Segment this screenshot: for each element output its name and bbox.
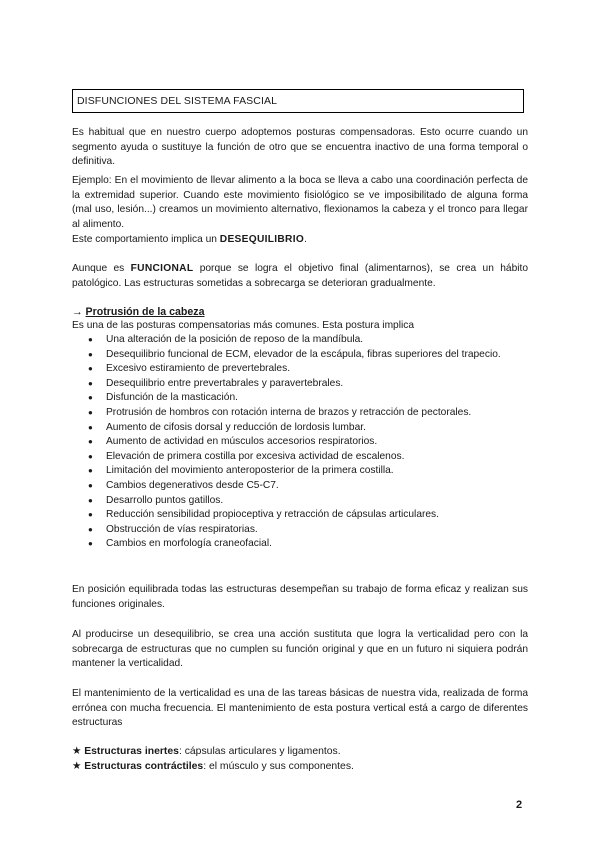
- list-item: ● Reducción sensibilidad propioceptiva y retracción de cápsulas articulares.: [72, 508, 528, 523]
- structure-label: Estructuras inertes: [84, 746, 179, 757]
- structure-label: Estructuras contráctiles: [84, 761, 204, 772]
- list-item: ● Obstrucción de vías respiratorias.: [72, 523, 528, 538]
- list-item: ● Elevación de primera costilla por excesiva actividad de escalenos.: [72, 450, 528, 465]
- section-title: DISFUNCIONES DEL SISTEMA FASCIAL: [77, 95, 278, 107]
- section-intro: Es una de las posturas compensatorias más comunes. Esta postura implica: [72, 320, 415, 331]
- functional-prefix: Aunque es: [72, 263, 131, 274]
- intro-paragraph: Es habitual que en nuestro cuerpo adoptemos posturas compensadoras. Esto ocurre cuando un segmento ayuda o sustituye la función de otro que se encuentra inactivo de una forma temporal o definitiva.: [72, 127, 528, 168]
- list-item: ● Una alteración de la posición de reposo de la mandíbula.: [72, 333, 528, 348]
- section-heading: [72, 305, 204, 319]
- balanced-paragraph: En posición equilibrada todas las estructuras desempeñan su trabajo de forma eficaz y realizan sus funciones originales.: [72, 584, 528, 610]
- list-item: ● Limitación del movimiento anteroposterior de la primera costilla.: [72, 464, 528, 479]
- functional-paragraph: [72, 262, 528, 291]
- list-item: ● Desequilibrio entre prevertabrales y paravertebrales.: [72, 377, 528, 392]
- list-item: ● Protrusión de hombros con rotación interna de brazos y retracción de pectorales.: [72, 406, 528, 421]
- behavior-suffix: .: [304, 234, 307, 245]
- imbalance-paragraph: Al producirse un desequilibrio, se crea una acción sustituta que logra la verticalidad pero con la sobrecarga de estructuras que no cumplen su función original y que en un futuro ni siquiera podrán mantener la verticalidad.: [72, 629, 528, 670]
- structure-item-contractiles: [72, 760, 354, 774]
- structure-item-inertes: [72, 745, 341, 759]
- behavior-bold: DESEQUILIBRIO: [219, 234, 305, 245]
- arrow-icon: →: [72, 306, 83, 318]
- functional-suffix: porque se logra el objetivo final (alimentarnos), se crea un hábito patológico. Las estructuras sometidas a sobrecarga se deterioran gradualmente.: [72, 263, 529, 289]
- list-item: ● Desequilibrio funcional de ECM, elevador de la escápula, fibras superiores del trapecio.: [72, 348, 528, 363]
- example-paragraph: Ejemplo: En el movimiento de llevar alimento a la boca se lleva a cabo una coordinación perfecta de la extremidad superior. Cuando este movimiento fisiológico se ve imposibilitado de alguna forma (mal uso, lesión...) creamos un movimiento alternativo, flexionamos la cabeza y el tronco para llegar al alimento.: [72, 175, 528, 230]
- maintenance-paragraph: El mantenimiento de la verticalidad es una de las tareas básicas de nuestra vida, realizada de forma errónea con mucha frecuencia. El mantenimiento de esta postura vertical está a cargo de diferentes estructuras: [72, 688, 528, 729]
- behavior-paragraph: [72, 233, 528, 248]
- page-number: 2: [516, 799, 523, 811]
- section-title-box: [72, 89, 524, 113]
- section-heading-text: Protrusión de la cabeza: [85, 306, 205, 318]
- list-item: ● Desarrollo puntos gatillos.: [72, 494, 528, 509]
- list-item: ● Excesivo estiramiento de prevertebrales.: [72, 362, 528, 377]
- list-item: ● Disfunción de la masticación.: [72, 391, 528, 406]
- structure-description: : el músculo y sus componentes.: [203, 761, 354, 772]
- structure-description: : cápsulas articulares y ligamentos.: [178, 746, 341, 757]
- star-icon: ★: [72, 761, 82, 772]
- list-item: ● Aumento de cifosis dorsal y reducción de lordosis lumbar.: [72, 421, 528, 436]
- behavior-prefix: Este comportamiento implica un: [72, 234, 220, 245]
- list-item: ● Aumento de actividad en músculos accesorios respiratorios.: [72, 435, 528, 450]
- list-item: ● Cambios en morfología craneofacial.: [72, 537, 528, 552]
- functional-bold: FUNCIONAL: [130, 263, 194, 274]
- star-icon: ★: [72, 746, 82, 757]
- bullet-list: [72, 333, 528, 552]
- list-item: ● Cambios degenerativos desde C5-C7.: [72, 479, 528, 494]
